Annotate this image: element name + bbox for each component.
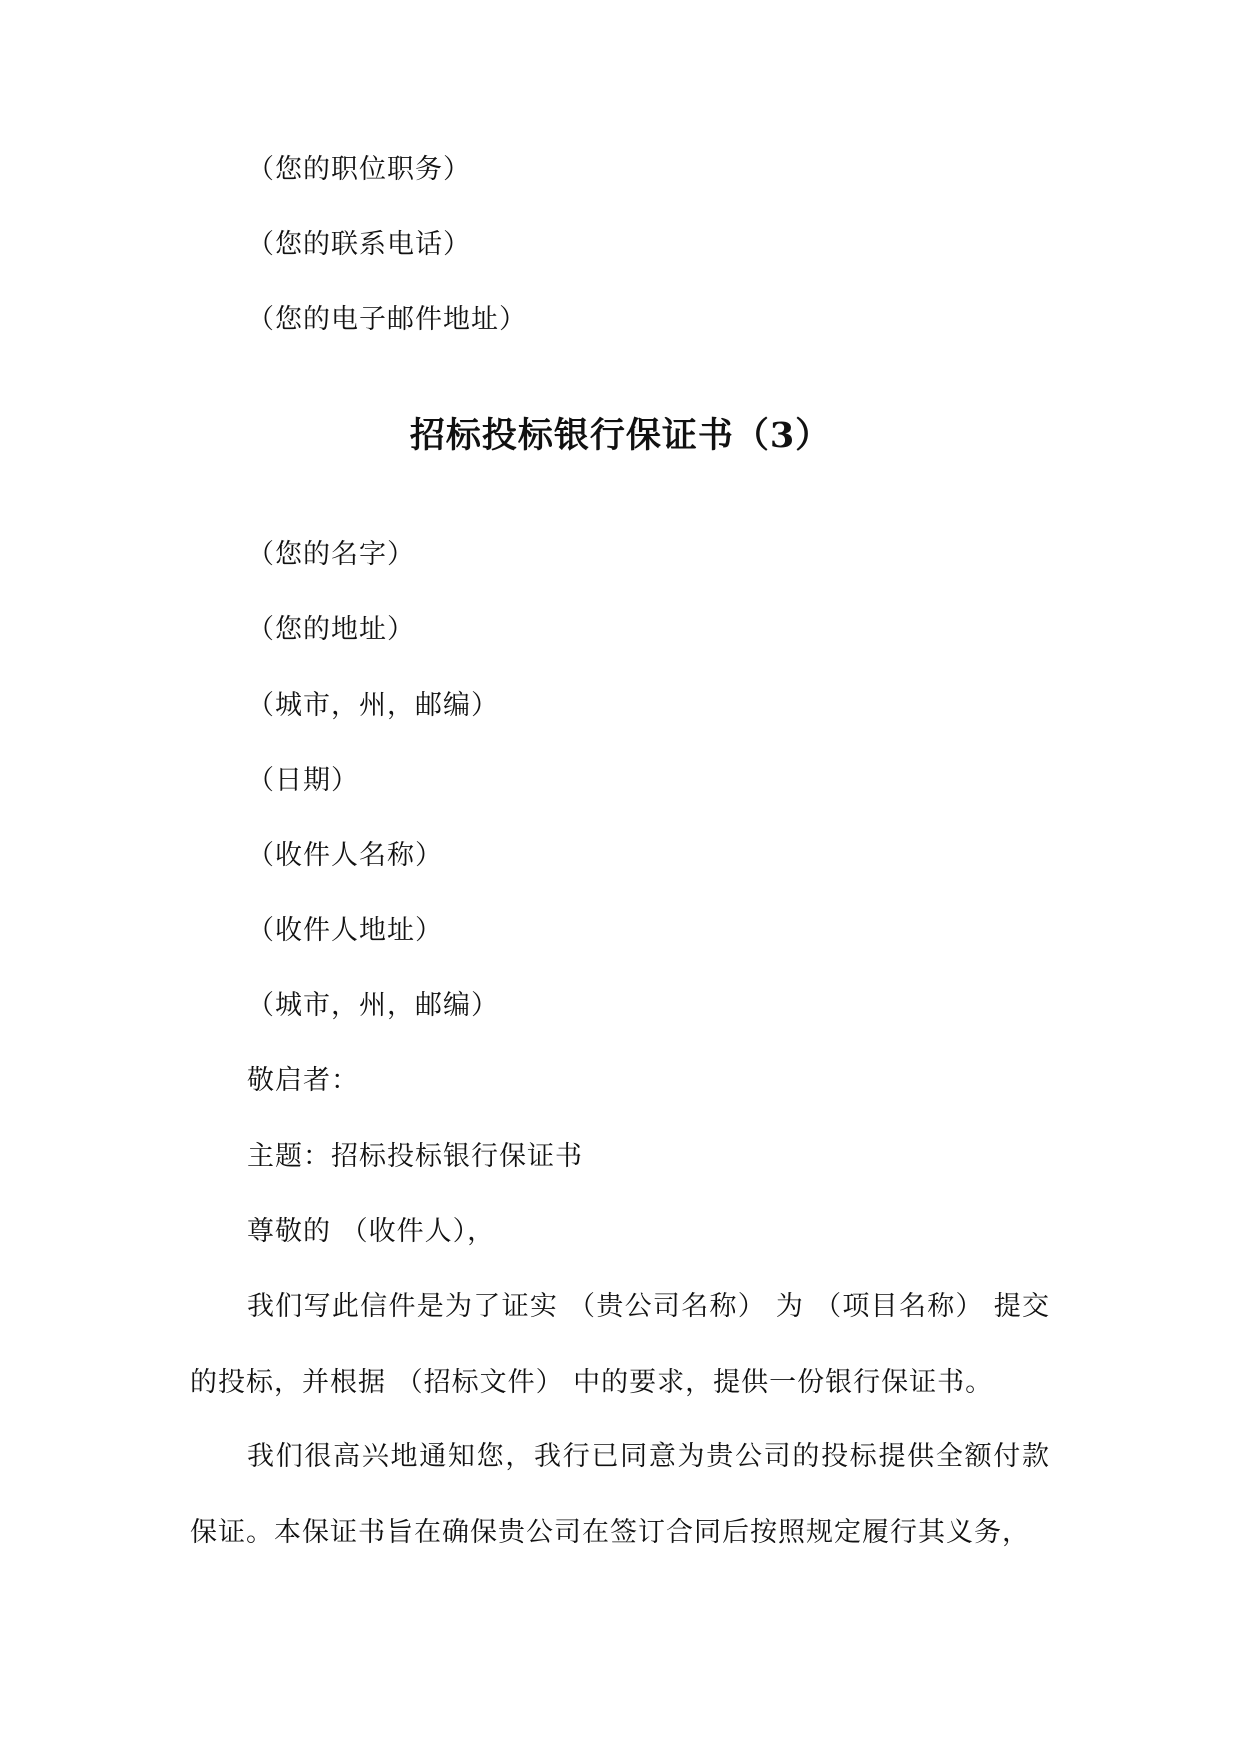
position-line: （您的职位职务） (247, 154, 471, 185)
body-paragraph-2: 我们很高兴地通知您，我行已同意为贵公司的投标提供全额付款保证。本保证书旨在确保贵公司在签订合同后按照规定履行其义务， (190, 1441, 1050, 1548)
greeting-line: 尊敬的 （收件人）， (247, 1216, 496, 1247)
salutation-line: 敬启者： (247, 1065, 359, 1096)
address-line: （您的地址） (247, 614, 415, 645)
body-paragraph-1: 我们写此信件是为了证实 （贵公司名称） 为 （项目名称） 提交的投标，并根据 （招标文件） 中的要求，提供一份银行保证书。 (190, 1291, 1050, 1398)
phone-line: （您的联系电话） (247, 229, 471, 260)
date-line: （日期） (247, 765, 359, 796)
city-state-zip-line: （城市，州，邮编） (247, 690, 499, 721)
recipient-name-line: （收件人名称） (247, 840, 443, 871)
recipient-address-line: （收件人地址） (247, 915, 443, 946)
recipient-city-line: （城市，州，邮编） (247, 990, 499, 1021)
subject-line: 主题：招标投标银行保证书 (247, 1141, 583, 1172)
document-title: 招标投标银行保证书（3） (409, 415, 832, 456)
name-line: （您的名字） (247, 539, 415, 570)
email-line: （您的电子邮件地址） (247, 304, 527, 335)
